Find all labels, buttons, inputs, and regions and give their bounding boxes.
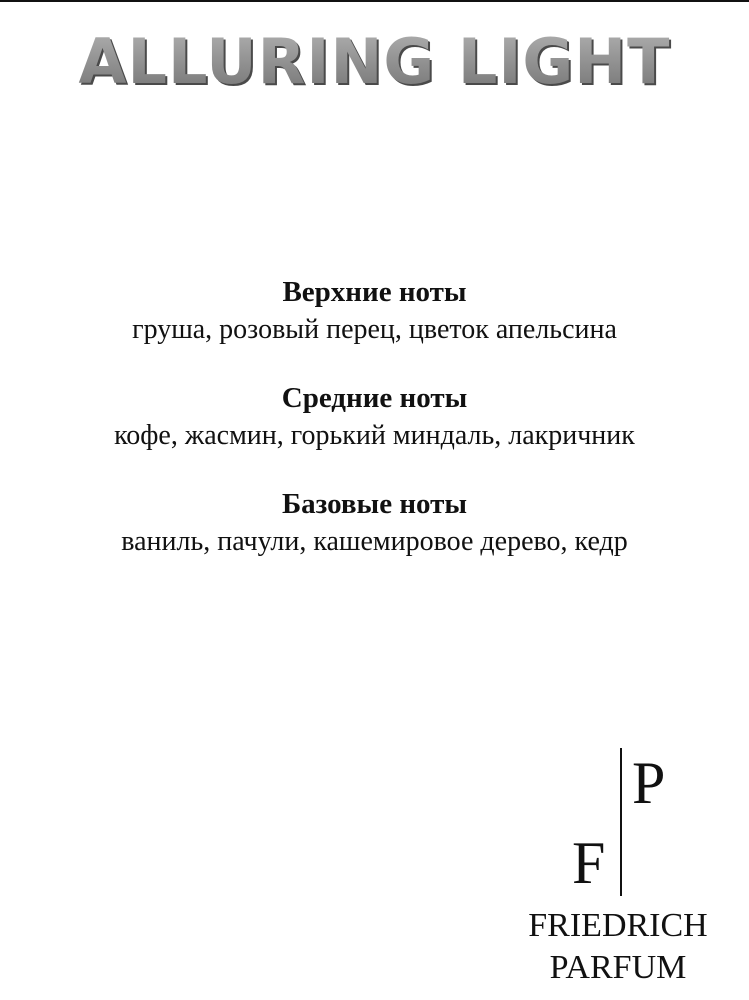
brand-name-line1: FRIEDRICH xyxy=(528,907,708,944)
fragrance-notes xyxy=(0,272,749,590)
brand-name-line2: PARFUM xyxy=(549,949,687,986)
brand-logo xyxy=(500,745,740,995)
middle-notes-list: кофе, жасмин, горький миндаль, лакричник xyxy=(114,420,635,451)
middle-notes-heading: Средние ноты xyxy=(281,382,468,414)
top-border-line xyxy=(0,0,749,2)
logo-monogram-p: P xyxy=(632,750,666,816)
base-notes-heading: Базовые ноты xyxy=(281,488,468,520)
top-notes-list: груша, розовый перец, цветок апельсина xyxy=(132,314,617,345)
logo-divider-line xyxy=(620,748,622,896)
brand-name xyxy=(500,905,736,989)
logo-monogram-f: F xyxy=(572,830,606,896)
base-notes-section xyxy=(0,484,749,560)
base-notes-list: ваниль, пачули, кашемировое дерево, кедр xyxy=(121,526,628,557)
product-title: ALLURING LIGHT xyxy=(0,22,749,102)
top-notes-heading: Верхние ноты xyxy=(282,276,467,308)
top-notes-section xyxy=(0,272,749,348)
middle-notes-section xyxy=(0,378,749,454)
